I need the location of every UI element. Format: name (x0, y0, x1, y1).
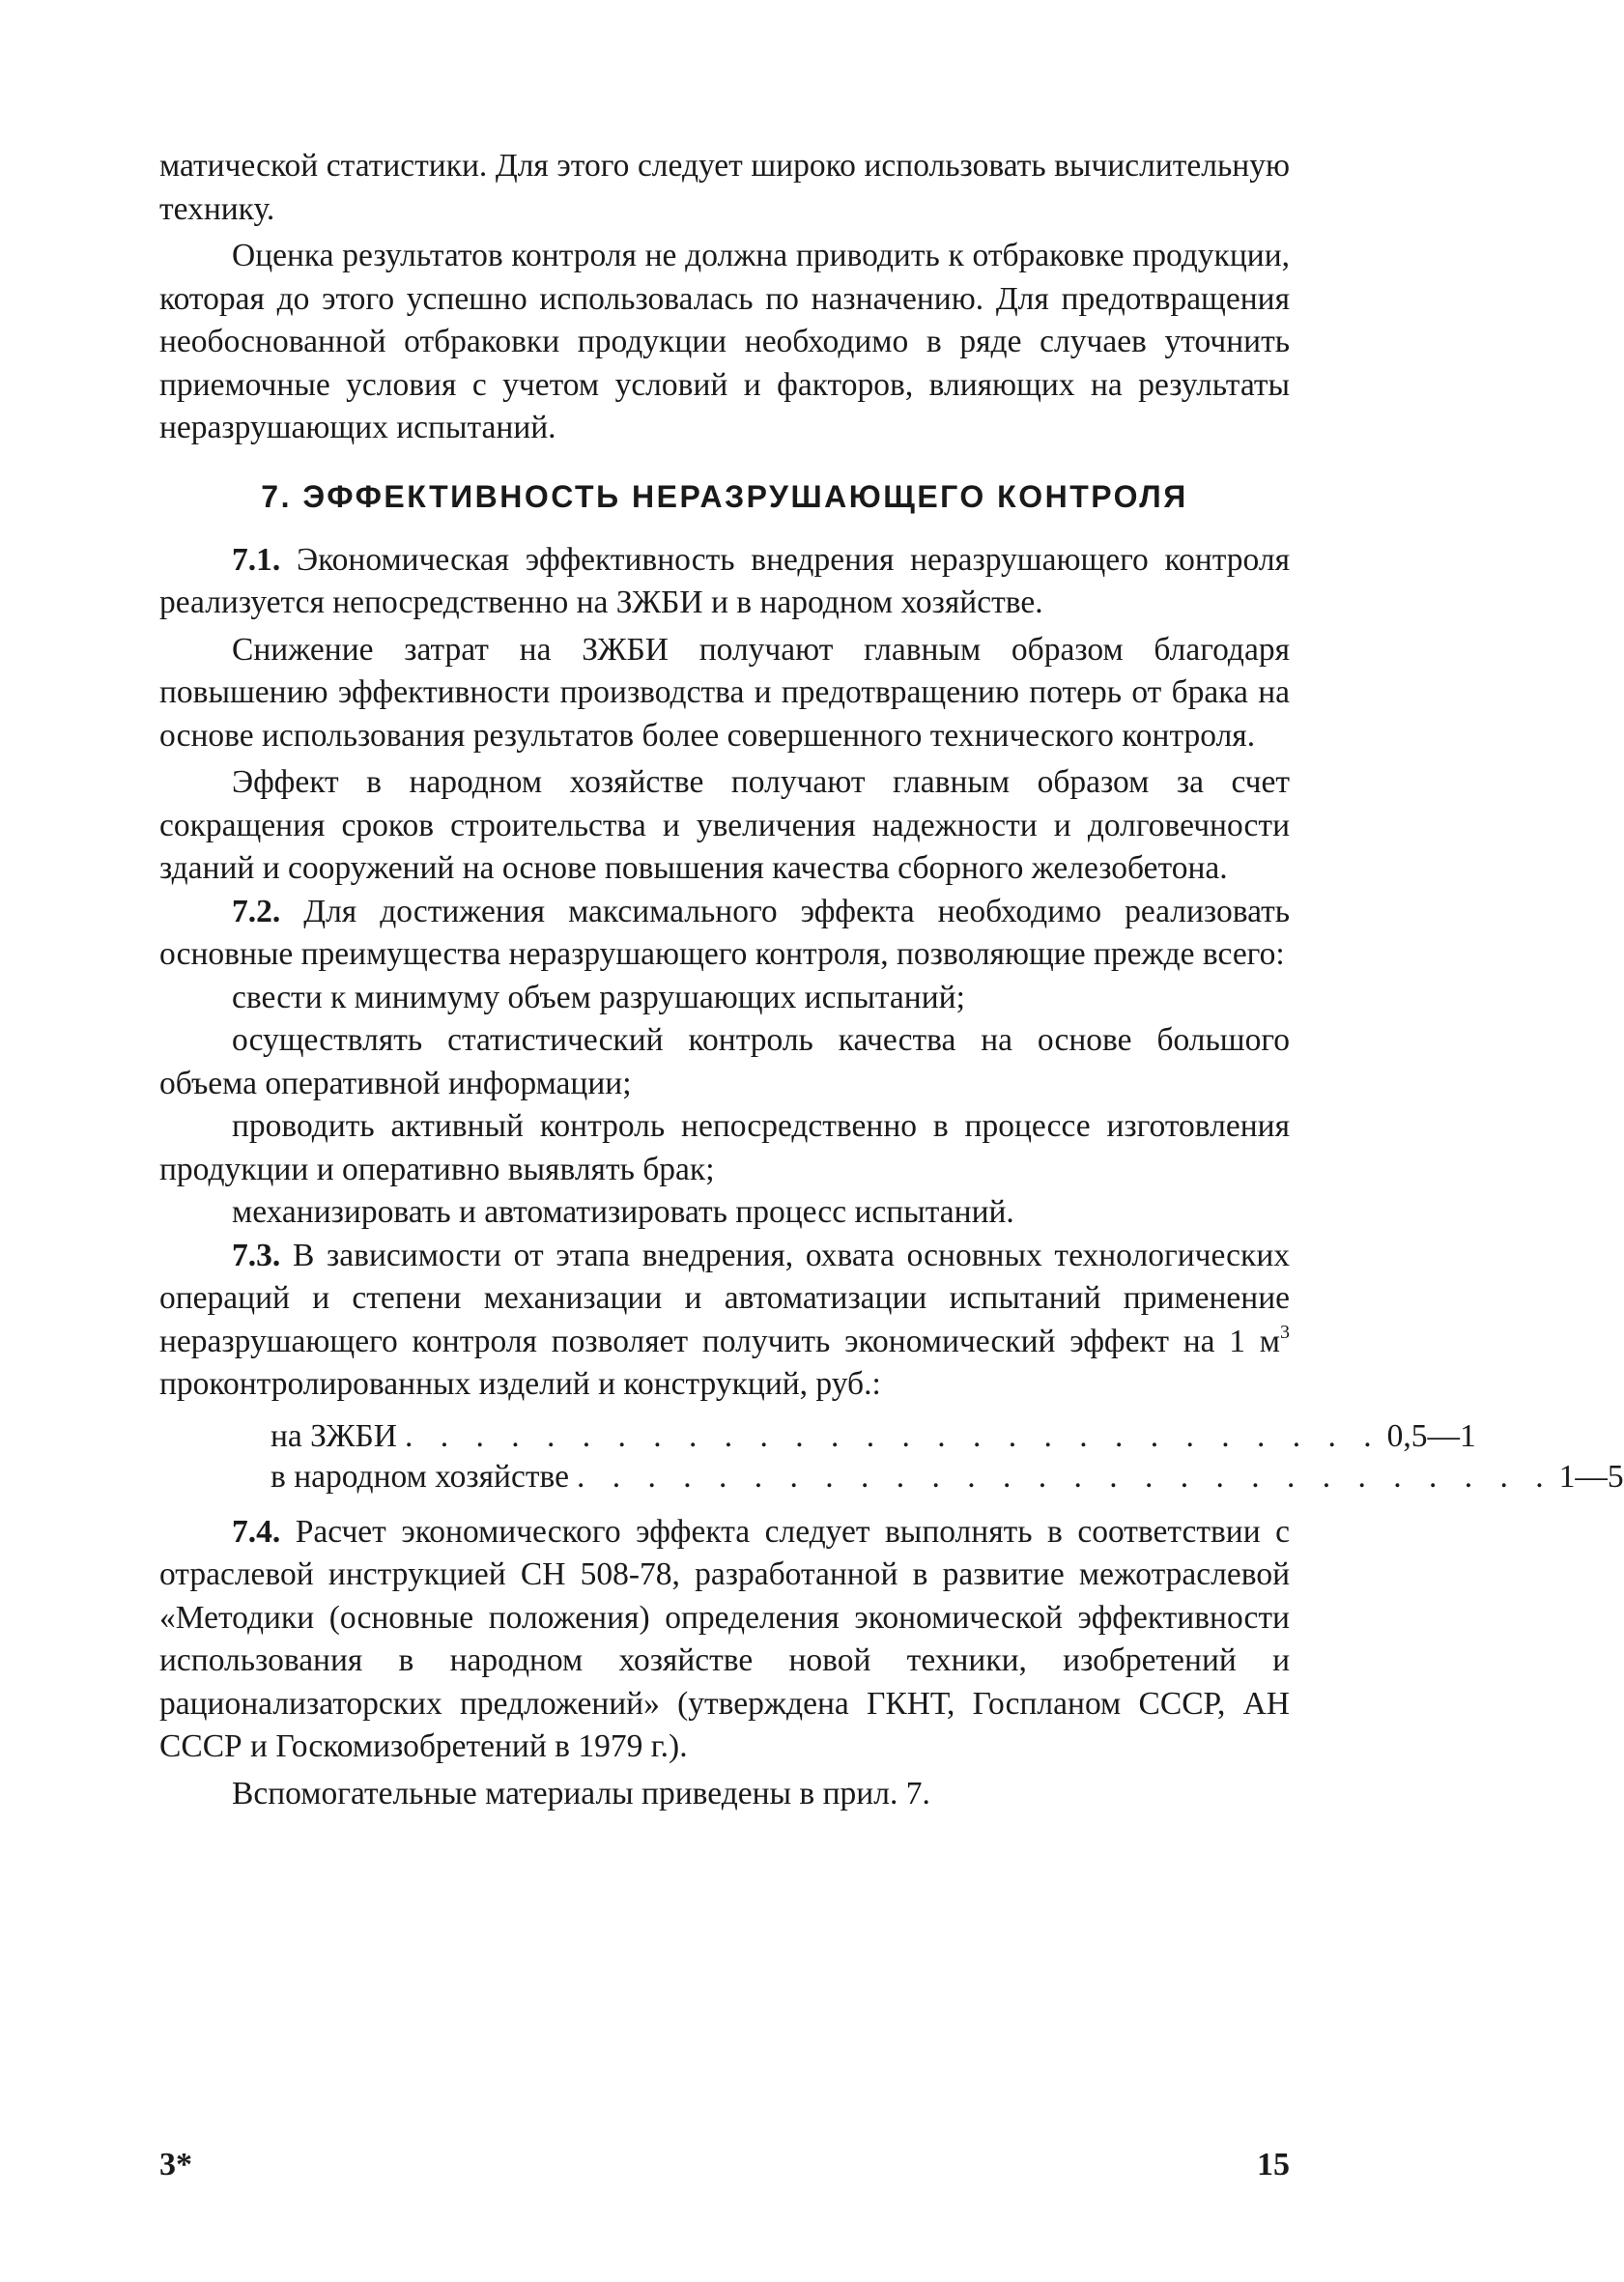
paragraph-statistics: матической статистики. Для этого следует широко использовать вычислительную технику. (159, 148, 1290, 227)
table-row (271, 1416, 1476, 1457)
list-item: свести к минимуму объем разрушающих испытаний; (232, 979, 965, 1015)
list-item: проводить активный контроль непосредственно в процессе изготовления продукции и оперативно выявлять брак; (159, 1108, 1290, 1187)
section-number-7-1: 7.1. (232, 541, 281, 578)
paragraph-7-1 (159, 539, 1290, 625)
table-row (271, 1457, 1624, 1498)
price-label: на ЗЖБИ (271, 1417, 397, 1454)
paragraph-7-4 (159, 1511, 1290, 1769)
page-footer (159, 2147, 1290, 2189)
paragraph-cost-reduction: Снижение затрат на ЗЖБИ получают главным образом благодаря повышению эффективности производства и предотвращению потерь от брака на основе использования результатов более совершенного технического контроля. (159, 631, 1290, 754)
page-content (159, 145, 1624, 1815)
paragraph-7-3-text-a: В зависимости от этапа внедрения, охвата основных технологических операций и степени механизации и автоматизации испытаний применение неразрушающего контроля позволяет получить экономический эффект на 1 м (159, 1237, 1290, 1359)
paragraph-evaluation: Оценка результатов контроля не должна приводить к отбраковке продукции, которая до этого успешно использовалась по назначению. Для предотвращения необоснованной отбраковки продукции необходимо в ряде случаев уточнить приемочные условия с учетом условий и факторов, влияющих на результаты неразрушающих испытаний. (159, 238, 1290, 445)
price-value: 1—5 (1558, 1458, 1624, 1495)
leader-dots: . . . . . . . . . . . . . . . . . . . . . . . . . . . . (576, 1458, 1553, 1495)
price-table (271, 1416, 1624, 1498)
paragraph-7-4-text: Расчет экономического эффекта следует выполнять в соответствии с отраслевой инструкцией СН 508-78, разработанной в развитие межотраслевой «Методики (основные положения) определения экономической эффективности использования в народном хозяйстве новой техники, изобретений и рационализаторских предложений» (утверждена ГКНТ, Госпланом СССР, АН СССР и Госкомизобретений в 1979 г.). (159, 1513, 1291, 1764)
section-number-7-4: 7.4. (232, 1513, 281, 1550)
superscript-cubic: 3 (1280, 1321, 1290, 1343)
list-item: механизировать и автоматизировать процесс испытаний. (232, 1194, 1014, 1230)
price-value: 0,5—1 (1386, 1417, 1476, 1454)
section-heading: 7. ЭФФЕКТИВНОСТЬ НЕРАЗРУШАЮЩЕГО КОНТРОЛЯ (261, 478, 1188, 514)
paragraph-7-2 (159, 891, 1290, 977)
paragraph-auxiliary: Вспомогательные материалы приведены в прил. 7. (232, 1775, 930, 1811)
paragraph-7-3 (159, 1235, 1290, 1407)
signature-mark: 3* (159, 2147, 192, 2182)
paragraph-7-2-text: Для достижения максимального эффекта необходимо реализовать основные преимущества неразрушающего контроля, позволяющие прежде всего: (159, 893, 1290, 972)
leader-dots: . . . . . . . . . . . . . . . . . . . . . . . . . . . . (404, 1417, 1382, 1454)
paragraph-national-effect: Эффект в народном хозяйстве получают главным образом за счет сокращения сроков строительства и увеличения надежности и долговечности зданий и сооружений на основе повышения качества сборного железобетона. (159, 764, 1290, 886)
price-label: в народном хозяйстве (271, 1458, 569, 1495)
page-number: 15 (1257, 2147, 1290, 2182)
paragraph-7-1-text: Экономическая эффективность внедрения неразрушающего контроля реализуется непосредственно на ЗЖБИ и в народном хозяйстве. (159, 541, 1290, 620)
section-number-7-2: 7.2. (232, 893, 281, 929)
paragraph-7-3-text-b: проконтролированных изделий и конструкций, руб.: (159, 1366, 881, 1402)
section-number-7-3: 7.3. (232, 1237, 281, 1273)
list-item: осуществлять статистический контроль качества на основе большого объема оперативной информации; (159, 1022, 1290, 1101)
